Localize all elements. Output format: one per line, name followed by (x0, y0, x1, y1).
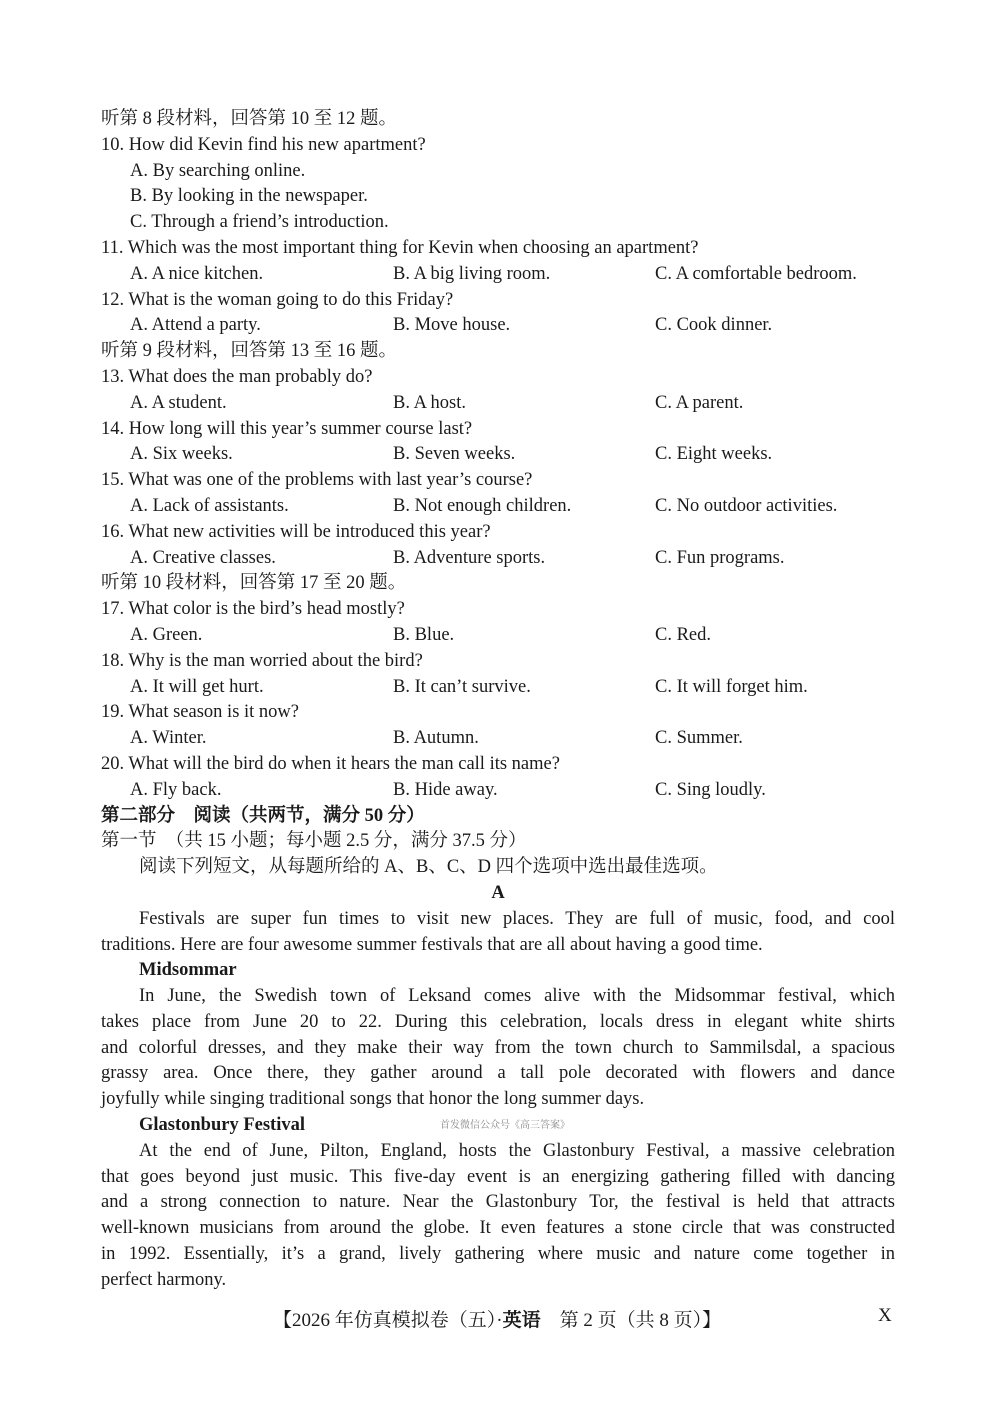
question-text: 17. What color is the bird’s head mostly? (101, 599, 405, 620)
answer-option: A. By searching online. (130, 160, 306, 181)
answer-options-row (101, 313, 895, 339)
page-content (101, 107, 895, 1294)
footer-mark: X (878, 1305, 892, 1326)
answer-option: A. Lack of assistants. (130, 495, 289, 516)
answer-option: B. By looking in the newspaper. (130, 186, 368, 207)
answer-options-row (101, 778, 895, 804)
question-text: 18. Why is the man worried about the bird? (101, 650, 423, 671)
answer-option: A. Creative classes. (130, 547, 276, 568)
question-text: 13. What does the man probably do? (101, 366, 373, 387)
answer-options-row (101, 494, 895, 520)
paragraph-line: and a strong connection to nature. Near the Glastonbury Tor, the festival is held that attracts (101, 1192, 895, 1213)
paragraph-line: grassy area. Once there, they gather around a tall pole decorated with flowers and dance (101, 1063, 895, 1084)
passage-subtitle: Glastonbury Festival (139, 1115, 305, 1136)
answer-option: B. Not enough children. (393, 495, 572, 516)
answer-option: B. A host. (393, 392, 466, 413)
question-text: 12. What is the woman going to do this Friday? (101, 289, 454, 310)
section-heading: 第一节 （共 15 小题；每小题 2.5 分，满分 37.5 分） (101, 831, 527, 852)
answer-option: C. A comfortable bedroom. (655, 263, 857, 284)
answer-option: B. Seven weeks. (393, 444, 516, 465)
answer-options-row (101, 442, 895, 468)
answer-option: C. Red. (655, 624, 712, 645)
question-text: 15. What was one of the problems with last year’s course? (101, 470, 533, 491)
answer-options-row (101, 726, 895, 752)
paragraph-line: joyfully while singing traditional songs that honor the long summer days. (101, 1089, 645, 1110)
passage-label: A (491, 882, 505, 903)
paragraph-line: At the end of June, Pilton, England, hosts the Glastonbury Festival, a massive celebration (139, 1140, 895, 1161)
question-text: 14. How long will this year’s summer course last? (101, 418, 473, 439)
answer-option: A. A nice kitchen. (130, 263, 264, 284)
answer-option: C. No outdoor activities. (655, 495, 838, 516)
page-footer (273, 1305, 721, 1332)
question-text: 20. What will the bird do when it hears the man call its name? (101, 753, 560, 774)
watermark: 首发微信公众号《高三答案》 (440, 1120, 570, 1131)
part-heading: 第二部分 阅读（共两节，满分 50 分） (101, 805, 425, 826)
answer-options-row (101, 391, 895, 417)
answer-option: A. Fly back. (130, 779, 222, 800)
question-text: 16. What new activities will be introduced this year? (101, 521, 491, 542)
answer-option: A. Six weeks. (130, 444, 233, 465)
paragraph-line: and colorful dresses, and they make their way from the town church to Sammilsdal, a spacious (101, 1037, 895, 1058)
paragraph-line: that goes beyond just music. This five-day event is an energizing gathering filled with dancing (101, 1166, 895, 1187)
answer-options-row (101, 262, 895, 288)
paragraph-line: in 1992. Essentially, it’s a grand, lively gathering where music and nature come together in (101, 1244, 895, 1265)
answer-option: C. Through a friend’s introduction. (130, 212, 389, 233)
answer-option: B. Move house. (393, 315, 511, 336)
answer-option: C. Eight weeks. (655, 444, 773, 465)
answer-options-row (101, 623, 895, 649)
answer-option: B. It can’t survive. (393, 676, 531, 697)
answer-options-row (101, 675, 895, 701)
answer-option: C. It will forget him. (655, 676, 808, 697)
answer-option: A. Winter. (130, 728, 207, 749)
paragraph-line: traditions. Here are four awesome summer festivals that are all about having a good time. (101, 934, 763, 955)
question-text: 10. How did Kevin find his new apartment? (101, 134, 426, 155)
instructions: 阅读下列短文，从每题所给的 A、B、C、D 四个选项中选出最佳选项。 (139, 857, 718, 878)
answer-option: C. Sing loudly. (655, 779, 766, 800)
answer-option: C. Fun programs. (655, 547, 785, 568)
answer-option: B. Autumn. (393, 728, 479, 749)
answer-option: B. Hide away. (393, 779, 498, 800)
footer-page: 第 2 页（共 8 页）】 (540, 1310, 722, 1331)
answer-option: B. Adventure sports. (393, 547, 546, 568)
answer-option: C. A parent. (655, 392, 744, 413)
footer-title: 【2026 年仿真模拟卷（五）· (273, 1310, 503, 1331)
answer-option: A. A student. (130, 392, 227, 413)
question-text: 11. Which was the most important thing for Kevin when choosing an apartment? (101, 237, 699, 258)
answer-option: A. Green. (130, 624, 203, 645)
answer-option: C. Cook dinner. (655, 315, 773, 336)
paragraph-line: takes place from June 20 to 22. During this celebration, locals dress in elegant white shirts (101, 1011, 895, 1032)
answer-option: B. A big living room. (393, 263, 551, 284)
section-heading: 听第 10 段材料，回答第 17 至 20 题。 (101, 573, 407, 594)
answer-option: C. Summer. (655, 728, 743, 749)
paragraph-line: perfect harmony. (101, 1269, 227, 1290)
footer-subject: 英语 (502, 1310, 541, 1331)
answer-option: A. It will get hurt. (130, 676, 264, 697)
answer-option: A. Attend a party. (130, 315, 261, 336)
answer-options-row (101, 546, 895, 572)
paragraph-line: well-known musicians from around the globe. It even features a stone circle that was constructed (101, 1218, 895, 1239)
answer-option: B. Blue. (393, 624, 455, 645)
section-heading: 听第 8 段材料，回答第 10 至 12 题。 (101, 109, 398, 129)
passage-subtitle: Midsommar (139, 960, 237, 981)
paragraph-line: Festivals are super fun times to visit new places. They are full of music, food, and cool (139, 908, 895, 929)
section-heading: 听第 9 段材料，回答第 13 至 16 题。 (101, 341, 398, 362)
paragraph-line: In June, the Swedish town of Leksand comes alive with the Midsommar festival, which (139, 986, 895, 1007)
question-text: 19. What season is it now? (101, 702, 299, 723)
